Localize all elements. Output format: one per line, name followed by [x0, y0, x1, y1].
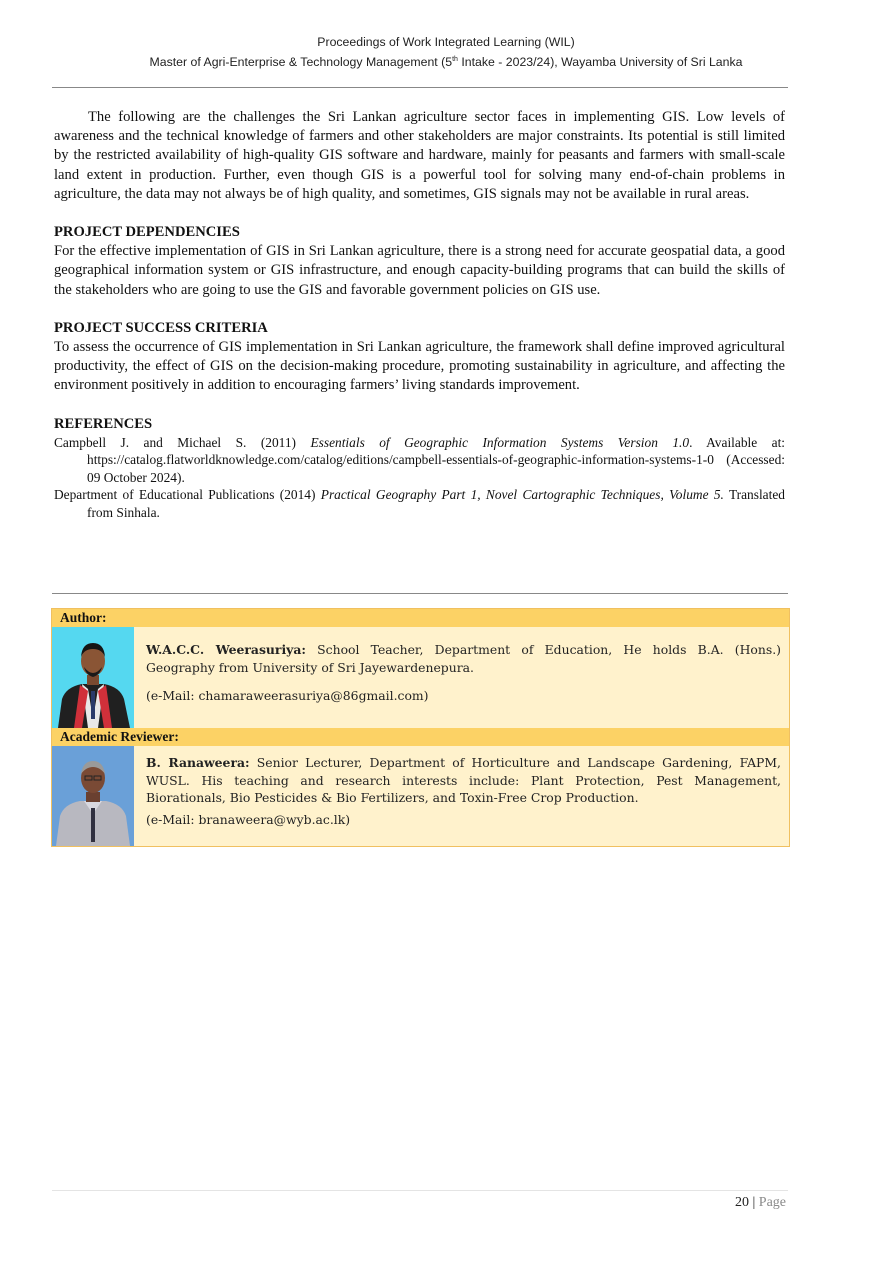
page-separator: | [752, 1195, 756, 1210]
author-desc: School Teacher, Department of Education, He holds B.A. (Hons.) Geography from University of Sri Jayewardenepura. [146, 642, 781, 675]
author-bio [134, 627, 789, 728]
reviewer-email: (e-Mail: branaweera@wyb.ac.lk) [146, 811, 351, 827]
header-divider [52, 87, 788, 88]
reference-details: Translated from Sinhala. [87, 487, 785, 520]
header-line-2-post: Intake - 2023/24), Wayamba University of Sri Lanka [457, 55, 743, 70]
body-text [54, 108, 785, 521]
running-header [0, 34, 892, 71]
reviewer-description [146, 754, 781, 807]
dependencies-heading: PROJECT DEPENDENCIES [54, 224, 240, 241]
header-line-2 [0, 51, 892, 71]
reference-authors: Campbell J. and Michael S. (2011) [54, 434, 311, 450]
header-superscript: th [452, 56, 458, 63]
reference-title: Essentials of Geographic Information Systems Version 1.0 [310, 434, 690, 450]
author-description [146, 641, 781, 677]
reference-item [54, 486, 785, 521]
reviewer-row [52, 746, 789, 846]
reference-title: Practical Geography Part 1, Novel Cartographic Techniques, Volume 5. [320, 487, 724, 503]
reference-authors: Department of Educational Publications (2014) [54, 487, 321, 503]
reviewer-name: B. Ranaweera: [146, 755, 250, 770]
bio-box [51, 608, 790, 847]
reviewer-photo [52, 746, 134, 846]
page-footer [735, 1195, 786, 1211]
author-email: (e-Mail: chamaraweerasuriya@86gmail.com) [146, 688, 429, 703]
reviewer-bio [134, 746, 789, 846]
footer-divider [52, 1190, 788, 1191]
references-heading: REFERENCES [54, 415, 153, 432]
page-label: Page [758, 1195, 786, 1210]
reference-item [54, 434, 785, 487]
author-name: W.A.C.C. Weerasuriya: [146, 642, 306, 657]
success-paragraph: To assess the occurrence of GIS implementation in Sri Lankan agriculture, the framework shall define improved agricultural productivity, the effect of GIS on the decision-making procedure, promoting sustainability in agriculture, and affecting the environment positively in addition to encouraging farmers’ living standards improvement. [54, 339, 785, 394]
author-label: Author: [52, 609, 789, 627]
reference-list [54, 434, 785, 522]
author-photo [52, 627, 134, 728]
intro-paragraph: The following are the challenges the Sri Lankan agriculture sector faces in implementing GIS. Low levels of awareness and the technical knowledge of farmers and other stakeholders are major constraints. Its potential is still limited by the restricted availability of high-quality GIS software and hardware, mainly for peasants and farmers with small-scale land extent in production. Further, even though GIS is a powerful tool for solving many end-of-chain problems in agriculture, the data may not always be of high quality, and sometimes, GIS signals may not be available in rural areas. [54, 109, 785, 202]
dependencies-paragraph: For the effective implementation of GIS in Sri Lankan agriculture, there is a strong need for accurate geospatial data, a good geographical information system or GIS infrastructure, and enough capacity-building programs that can build the skills of the stakeholders who are going to use the GIS and favorable government policies on GIS use. [54, 243, 785, 298]
reference-details: . Available at: https://catalog.flatworldknowledge.com/catalog/editions/campbell-essentials-of-geographic-information-systems-1-0 (Accessed: 09 October 2024). [87, 434, 786, 485]
page-number: 20 [734, 1195, 749, 1210]
reviewer-desc: Senior Lecturer, Department of Horticulture and Landscape Gardening, FAPM, WUSL. His teaching and research interests include: Plant Protection, Pest Management, Biorationals, Bio Pesticides & Bio Fertilizers, and Toxin-Free Crop Production. [146, 755, 781, 805]
header-line-1: Proceedings of Work Integrated Learning (WIL) [317, 35, 575, 49]
section-divider [52, 593, 788, 594]
author-row [52, 627, 789, 728]
header-line-2-pre: Master of Agri-Enterprise & Technology Management (5 [149, 55, 453, 70]
success-heading: PROJECT SUCCESS CRITERIA [54, 319, 268, 336]
reviewer-label: Academic Reviewer: [52, 728, 789, 746]
